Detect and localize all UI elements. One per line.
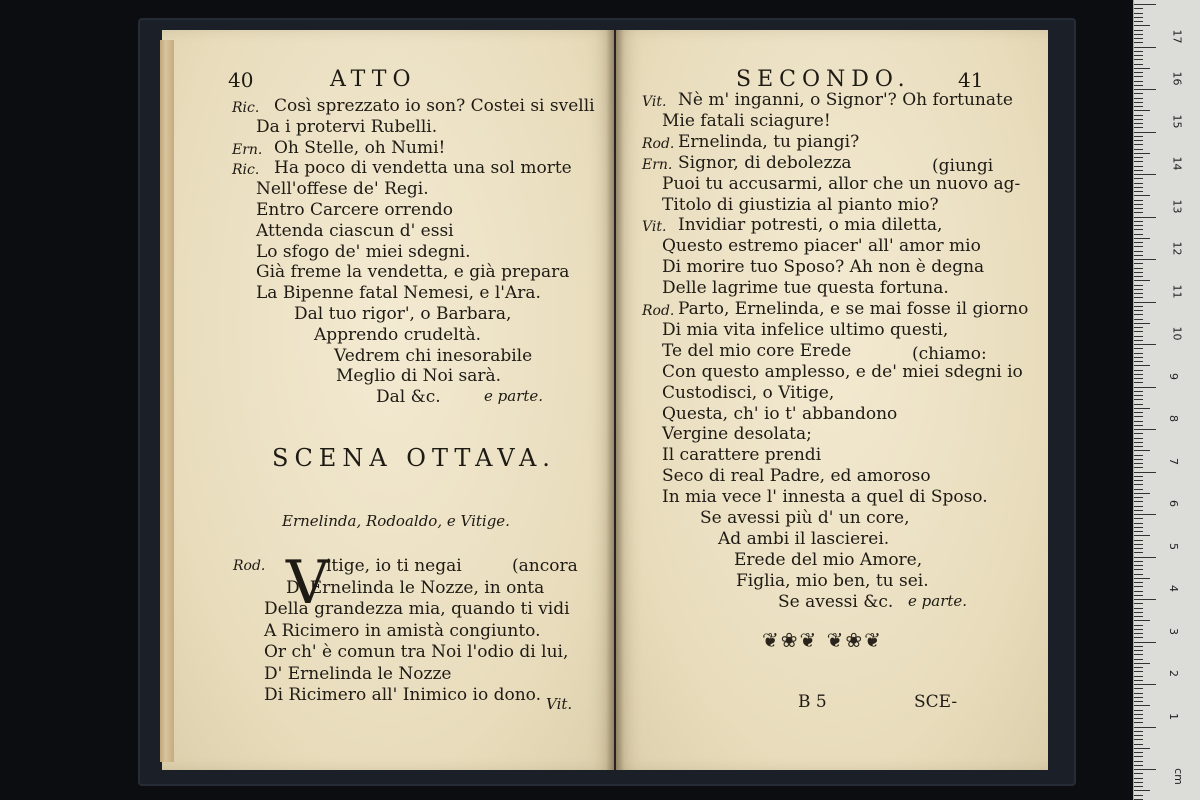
verse-line: Il carattere prendi xyxy=(662,445,822,466)
ruler-tick xyxy=(1134,149,1143,150)
verse-line: Seco di real Padre, ed amoroso xyxy=(662,466,931,487)
ruler-tick xyxy=(1134,140,1143,141)
ruler-tick xyxy=(1134,472,1156,473)
ruler-number: 8 xyxy=(1167,415,1180,422)
scene-characters: Ernelinda, Rodoaldo, e Vitige. xyxy=(282,512,510,530)
ruler-tick xyxy=(1134,221,1143,222)
ruler-tick xyxy=(1134,153,1150,154)
verse-line: Da i protervi Rubelli. xyxy=(256,116,438,137)
ruler-tick xyxy=(1134,336,1143,337)
scene-speaker: Rod. xyxy=(233,558,266,574)
verse-line: Attenda ciascun d' essi xyxy=(256,220,454,241)
ruler-tick xyxy=(1134,47,1156,48)
speaker-label: Vit. xyxy=(642,219,667,236)
verse-line: Figlia, mio ben, tu sei. xyxy=(736,570,929,591)
verse-line: Mie fatali sciagure! xyxy=(662,110,831,131)
verse-line: Nè m' inganni, o Signor'? Oh fortunate xyxy=(678,90,1013,110)
ruler-number: 11 xyxy=(1170,284,1184,298)
ruler-tick xyxy=(1134,106,1143,107)
ruler-tick xyxy=(1134,76,1143,77)
ruler-tick xyxy=(1134,710,1143,711)
ruler-tick xyxy=(1134,314,1143,315)
ruler-tick xyxy=(1134,574,1143,575)
ruler-tick xyxy=(1134,659,1143,660)
scene-line-tail: (ancora xyxy=(512,556,578,576)
ruler-tick xyxy=(1134,200,1143,201)
verse-line: Dal tuo rigor', o Barbara, xyxy=(294,304,512,324)
left-exit-note: e parte. xyxy=(484,387,544,405)
ruler-tick xyxy=(1134,625,1143,626)
ruler-tick xyxy=(1134,569,1143,570)
ruler-tick xyxy=(1134,21,1143,22)
ruler-tick xyxy=(1134,119,1143,120)
ruler-tick xyxy=(1134,782,1143,783)
verse-line: Di Ricimero all' Inimico io dono. xyxy=(264,685,541,705)
ruler-tick xyxy=(1134,217,1156,218)
ruler-tick xyxy=(1134,72,1143,73)
verse-line: Di mia vita infelice ultimo questi, xyxy=(662,319,949,340)
ruler-tick xyxy=(1134,480,1143,481)
ruler-tick xyxy=(1134,42,1143,43)
ruler-tick xyxy=(1134,259,1156,260)
ruler-tick xyxy=(1134,55,1143,56)
ruler-tick xyxy=(1134,144,1143,145)
verse-line: Se avessi più d' un core, xyxy=(700,508,910,528)
verse-line: Ad ambi il lascierei. xyxy=(718,528,890,549)
ruler-tick xyxy=(1134,637,1143,638)
ruler-tick xyxy=(1134,527,1143,528)
ruler-tick xyxy=(1134,323,1150,324)
ruler-tick xyxy=(1134,786,1143,787)
ruler-tick xyxy=(1134,310,1143,311)
verse-line: Se avessi &c. xyxy=(778,591,894,612)
verse-line: Lo sfogo de' miei sdegni. xyxy=(256,241,471,262)
ruler-tick xyxy=(1134,739,1143,740)
verse-line: La Bipenne fatal Nemesi, e l'Ara. xyxy=(256,283,541,304)
ruler-tick xyxy=(1134,365,1150,366)
ruler-tick xyxy=(1134,13,1143,14)
verse-line: Signor, di debolezza xyxy=(678,152,852,173)
ruler-tick xyxy=(1134,187,1143,188)
ruler-tick xyxy=(1134,446,1143,447)
ruler-tick xyxy=(1134,191,1143,192)
verse-line: Di morire tuo Sposo? Ah non è degna xyxy=(662,257,985,278)
verse-line: Or ch' è comun tra Noi l'odio di lui, xyxy=(264,642,569,662)
ruler-tick xyxy=(1134,268,1143,269)
ruler-tick xyxy=(1134,654,1143,655)
ruler-tick xyxy=(1134,591,1143,592)
ruler-tick xyxy=(1134,98,1143,99)
ruler-tick xyxy=(1134,64,1143,65)
ruler-tick xyxy=(1134,540,1143,541)
ruler-tick xyxy=(1134,306,1143,307)
ruler-tick xyxy=(1134,395,1143,396)
verse-line: A Ricimero in amistà congiunto. xyxy=(264,620,541,641)
verse-line: Con questo amplesso, e de' miei sdegni io xyxy=(662,361,1023,382)
ruler-tick xyxy=(1134,646,1143,647)
right-exit-note: e parte. xyxy=(908,592,968,610)
ruler-tick xyxy=(1134,234,1143,235)
ruler-tick xyxy=(1134,684,1156,685)
ruler-tick xyxy=(1134,586,1143,587)
right-page-number: 41 xyxy=(958,68,984,92)
ruler-tick xyxy=(1134,293,1143,294)
ruler-tick xyxy=(1134,34,1143,35)
ruler-tick xyxy=(1134,170,1143,171)
ruler-tick xyxy=(1134,425,1143,426)
ruler-tick xyxy=(1134,412,1143,413)
speaker-label: Ern. xyxy=(642,156,673,173)
ruler-tick xyxy=(1134,650,1143,651)
ruler-tick xyxy=(1134,387,1156,388)
ruler-tick xyxy=(1134,748,1150,749)
ruler-tick xyxy=(1134,744,1143,745)
speaker-label: Rod. xyxy=(642,135,675,152)
ruler-number: 9 xyxy=(1167,372,1180,380)
ruler-number: 13 xyxy=(1170,199,1184,213)
ruler-tick xyxy=(1134,459,1143,460)
ruler-tick xyxy=(1134,671,1143,672)
ruler-tick xyxy=(1134,701,1143,702)
ruler-tick xyxy=(1134,263,1143,264)
ruler-tick xyxy=(1134,765,1143,766)
verse-line: Questa, ch' io t' abbandono xyxy=(662,403,898,424)
verse-line: Invidiar potresti, o mia diletta, xyxy=(678,215,943,236)
ruler-tick xyxy=(1134,4,1156,5)
drop-cap-initial: V xyxy=(286,548,330,618)
ruler-tick xyxy=(1134,204,1143,205)
ruler-tick xyxy=(1134,518,1143,519)
ruler-tick xyxy=(1134,85,1143,86)
speaker-label: Ric. xyxy=(232,162,260,179)
left-running-head: ATTO xyxy=(330,67,417,92)
ruler-tick xyxy=(1134,127,1143,128)
ruler-tick xyxy=(1134,319,1143,320)
ruler-tick xyxy=(1134,663,1150,664)
ruler-tick xyxy=(1134,110,1150,111)
ruler-tick xyxy=(1134,208,1143,209)
verse-line: Nell'offese de' Regi. xyxy=(256,179,429,200)
ruler-tick xyxy=(1134,242,1143,243)
ruler-number: 2 xyxy=(1167,670,1180,677)
ruler-tick xyxy=(1134,246,1143,247)
ruler-tick xyxy=(1134,769,1156,770)
ruler-tick xyxy=(1134,212,1143,213)
ruler-tick xyxy=(1134,455,1143,456)
ruler-tick xyxy=(1134,493,1150,494)
ruler-number: 17 xyxy=(1170,29,1184,43)
right-margin-tail-2: (chiamo: xyxy=(912,344,987,364)
verse-line: D' Ernelinda le Nozze xyxy=(264,663,452,684)
verse-line: Già freme la vendetta, e già prepara xyxy=(256,262,570,283)
speaker-label: Ern. xyxy=(232,141,263,158)
ruler-tick xyxy=(1134,795,1143,796)
ruler-tick xyxy=(1134,361,1143,362)
ruler-unit: cm xyxy=(1171,768,1185,785)
verse-line: Vedrem chi inesorabile xyxy=(334,345,533,366)
verse-line: Entro Carcere orrendo xyxy=(256,200,454,220)
ruler-tick xyxy=(1134,302,1156,303)
verse-line: Custodisci, o Vitige, xyxy=(662,382,835,403)
ruler-tick xyxy=(1134,68,1150,69)
ruler-tick xyxy=(1134,693,1143,694)
ruler-tick xyxy=(1134,680,1143,681)
ruler-tick xyxy=(1134,81,1143,82)
ruler-tick xyxy=(1134,722,1143,723)
ruler-number: 3 xyxy=(1167,627,1180,635)
ruler-tick xyxy=(1134,174,1156,175)
ruler-tick xyxy=(1134,183,1143,184)
ruler-tick xyxy=(1134,433,1143,434)
ruler-tick xyxy=(1134,761,1143,762)
verse-line: Titolo di giustizia al pianto mio? xyxy=(662,194,939,215)
ruler-tick xyxy=(1134,136,1143,137)
ruler-tick xyxy=(1134,51,1143,52)
verse-line: Dal &c. xyxy=(376,387,441,408)
ruler-tick xyxy=(1134,340,1143,341)
ruler-tick xyxy=(1134,501,1143,502)
ruler-tick xyxy=(1134,548,1143,549)
ruler-tick xyxy=(1134,676,1143,677)
ruler-tick xyxy=(1134,667,1143,668)
ruler-tick xyxy=(1134,442,1143,443)
verse-line: itige, io ti negai xyxy=(326,556,462,576)
ruler-tick xyxy=(1134,718,1143,719)
ruler-tick xyxy=(1134,599,1156,600)
verse-line: Ha poco di vendetta una sol morte xyxy=(274,158,572,179)
ruler-tick xyxy=(1134,642,1156,643)
ruler-tick xyxy=(1134,251,1143,252)
ruler-number: 5 xyxy=(1167,542,1180,550)
verse-line: Puoi tu accusarmi, allor che un nuovo ag- xyxy=(662,173,1021,194)
verse-line: In mia vece l' innesta a quel di Sposo. xyxy=(662,487,988,508)
ruler-tick xyxy=(1134,578,1150,579)
left-catchword: Vit. xyxy=(546,695,573,713)
ruler-tick xyxy=(1134,633,1143,634)
ruler-tick xyxy=(1134,544,1143,545)
ruler-tick xyxy=(1134,272,1143,273)
ruler-tick xyxy=(1134,688,1143,689)
ruler-tick xyxy=(1134,565,1143,566)
ruler-tick xyxy=(1134,463,1143,464)
ruler-tick xyxy=(1134,510,1143,511)
ruler-tick xyxy=(1134,467,1143,468)
verse-line: Delle lagrime tue questa fortuna. xyxy=(662,278,949,299)
scene-title: SCENA OTTAVA. xyxy=(272,444,556,472)
ruler-tick xyxy=(1134,115,1143,116)
ruler-tick xyxy=(1134,370,1143,371)
ruler-tick xyxy=(1134,391,1143,392)
ruler-tick xyxy=(1134,582,1143,583)
ruler-tick xyxy=(1134,629,1143,630)
ruler-number: 16 xyxy=(1170,71,1184,86)
ruler-tick xyxy=(1134,382,1143,383)
signature-mark: B 5 xyxy=(798,692,827,712)
ruler-tick xyxy=(1134,25,1150,26)
ruler-tick xyxy=(1134,484,1143,485)
ruler-tick xyxy=(1134,773,1143,774)
ruler-tick xyxy=(1134,353,1143,354)
ruler-tick xyxy=(1134,731,1143,732)
verse-line: Oh Stelle, oh Numi! xyxy=(274,137,446,158)
ruler-tick xyxy=(1134,506,1143,507)
ruler-tick xyxy=(1134,229,1143,230)
ruler-tick xyxy=(1134,225,1143,226)
ruler-tick xyxy=(1134,408,1150,409)
verse-line: Meglio di Noi sarà. xyxy=(336,366,502,387)
ruler-tick xyxy=(1134,697,1143,698)
ruler-tick xyxy=(1134,285,1143,286)
page-edges xyxy=(160,40,174,762)
verse-line: Parto, Ernelinda, e se mai fosse il giorno xyxy=(678,299,1029,319)
ruler-tick xyxy=(1134,714,1143,715)
ruler-tick xyxy=(1134,327,1143,328)
ruler-tick xyxy=(1134,17,1143,18)
ruler-tick xyxy=(1134,357,1143,358)
ruler-number: 14 xyxy=(1170,156,1184,171)
right-catchword: SCE- xyxy=(914,692,958,712)
ruler-tick xyxy=(1134,514,1156,515)
ruler-tick xyxy=(1134,752,1143,753)
ruler-tick xyxy=(1134,535,1150,536)
ruler-tick xyxy=(1134,399,1143,400)
right-margin-tail-1: (giungi xyxy=(932,156,994,176)
measuring-ruler xyxy=(1133,0,1200,800)
ruler-tick xyxy=(1134,557,1156,558)
ruler-tick xyxy=(1134,166,1143,167)
ruler-tick xyxy=(1134,416,1143,417)
ruler-tick xyxy=(1134,616,1143,617)
ruler-tick xyxy=(1134,705,1150,706)
ruler-number: 4 xyxy=(1167,585,1180,592)
verse-line: Apprendo crudeltà. xyxy=(314,324,482,345)
ruler-tick xyxy=(1134,59,1143,60)
ruler-tick xyxy=(1134,178,1143,179)
verse-line: D' Ernelinda le Nozze, in onta xyxy=(286,577,545,598)
ruler-tick xyxy=(1134,132,1156,133)
left-page-number: 40 xyxy=(228,68,254,92)
ruler-tick xyxy=(1134,603,1143,604)
ruler-number: 15 xyxy=(1170,114,1184,128)
ruler-tick xyxy=(1134,421,1143,422)
ruler-tick xyxy=(1134,735,1143,736)
speaker-label: Ric. xyxy=(232,100,260,116)
ruler-tick xyxy=(1134,289,1143,290)
ruler-tick xyxy=(1134,378,1143,379)
ruler-number: 7 xyxy=(1167,457,1180,465)
ruler-tick xyxy=(1134,38,1143,39)
ruler-tick xyxy=(1134,497,1143,498)
ruler-tick xyxy=(1134,255,1143,256)
ruler-tick xyxy=(1134,344,1156,345)
ruler-tick xyxy=(1134,476,1143,477)
verse-line: Vergine desolata; xyxy=(662,424,812,445)
book-gutter xyxy=(606,30,624,770)
ruler-tick xyxy=(1134,238,1150,239)
ruler-tick xyxy=(1134,429,1156,430)
verse-line: Questo estremo piacer' all' amor mio xyxy=(662,236,981,257)
verse-line: Così sprezzato io son? Costei si svelli xyxy=(274,96,595,116)
ruler-tick xyxy=(1134,612,1143,613)
ruler-tick xyxy=(1134,280,1150,281)
ruler-tick xyxy=(1134,123,1143,124)
ruler-tick xyxy=(1134,608,1143,609)
speaker-label: Vit. xyxy=(642,94,667,110)
ruler-tick xyxy=(1134,331,1143,332)
verse-line: Della grandezza mia, quando ti vidi xyxy=(264,599,570,619)
ruler-tick xyxy=(1134,157,1143,158)
ruler-tick xyxy=(1134,297,1143,298)
verse-line: Erede del mio Amore, xyxy=(734,549,923,570)
ruler-tick xyxy=(1134,8,1143,9)
ruler-tick xyxy=(1134,102,1143,103)
ruler-tick xyxy=(1134,778,1143,779)
ruler-tick xyxy=(1134,489,1143,490)
ruler-tick xyxy=(1134,450,1150,451)
ruler-number: 12 xyxy=(1170,241,1184,256)
ruler-tick xyxy=(1134,727,1156,728)
ruler-tick xyxy=(1134,30,1143,31)
ruler-tick xyxy=(1134,552,1143,553)
ruler-tick xyxy=(1134,438,1143,439)
verse-line: Ernelinda, tu piangi? xyxy=(678,131,860,152)
ruler-tick xyxy=(1134,531,1143,532)
ruler-tick xyxy=(1134,790,1150,791)
ruler-tick xyxy=(1134,276,1143,277)
verse-line: Te del mio core Erede xyxy=(662,340,852,361)
speaker-label: Rod. xyxy=(642,303,675,319)
ruler-number: 6 xyxy=(1167,500,1180,507)
ruler-tick xyxy=(1134,374,1143,375)
ruler-tick xyxy=(1134,93,1143,94)
ruler-tick xyxy=(1134,195,1150,196)
ruler-tick xyxy=(1134,89,1156,90)
ruler-tick xyxy=(1134,348,1143,349)
ruler-tick xyxy=(1134,404,1143,405)
right-running-head: SECONDO. xyxy=(736,67,911,92)
ruler-tick xyxy=(1134,595,1143,596)
printer-ornament: ❦❀❦ ❦❀❦ xyxy=(762,628,883,652)
ruler-number: 1 xyxy=(1167,712,1180,720)
ruler-tick xyxy=(1134,756,1143,757)
ruler-tick xyxy=(1134,523,1143,524)
ruler-number: 10 xyxy=(1170,326,1184,341)
ruler-tick xyxy=(1134,161,1143,162)
ruler-tick xyxy=(1134,561,1143,562)
ruler-tick xyxy=(1134,620,1150,621)
